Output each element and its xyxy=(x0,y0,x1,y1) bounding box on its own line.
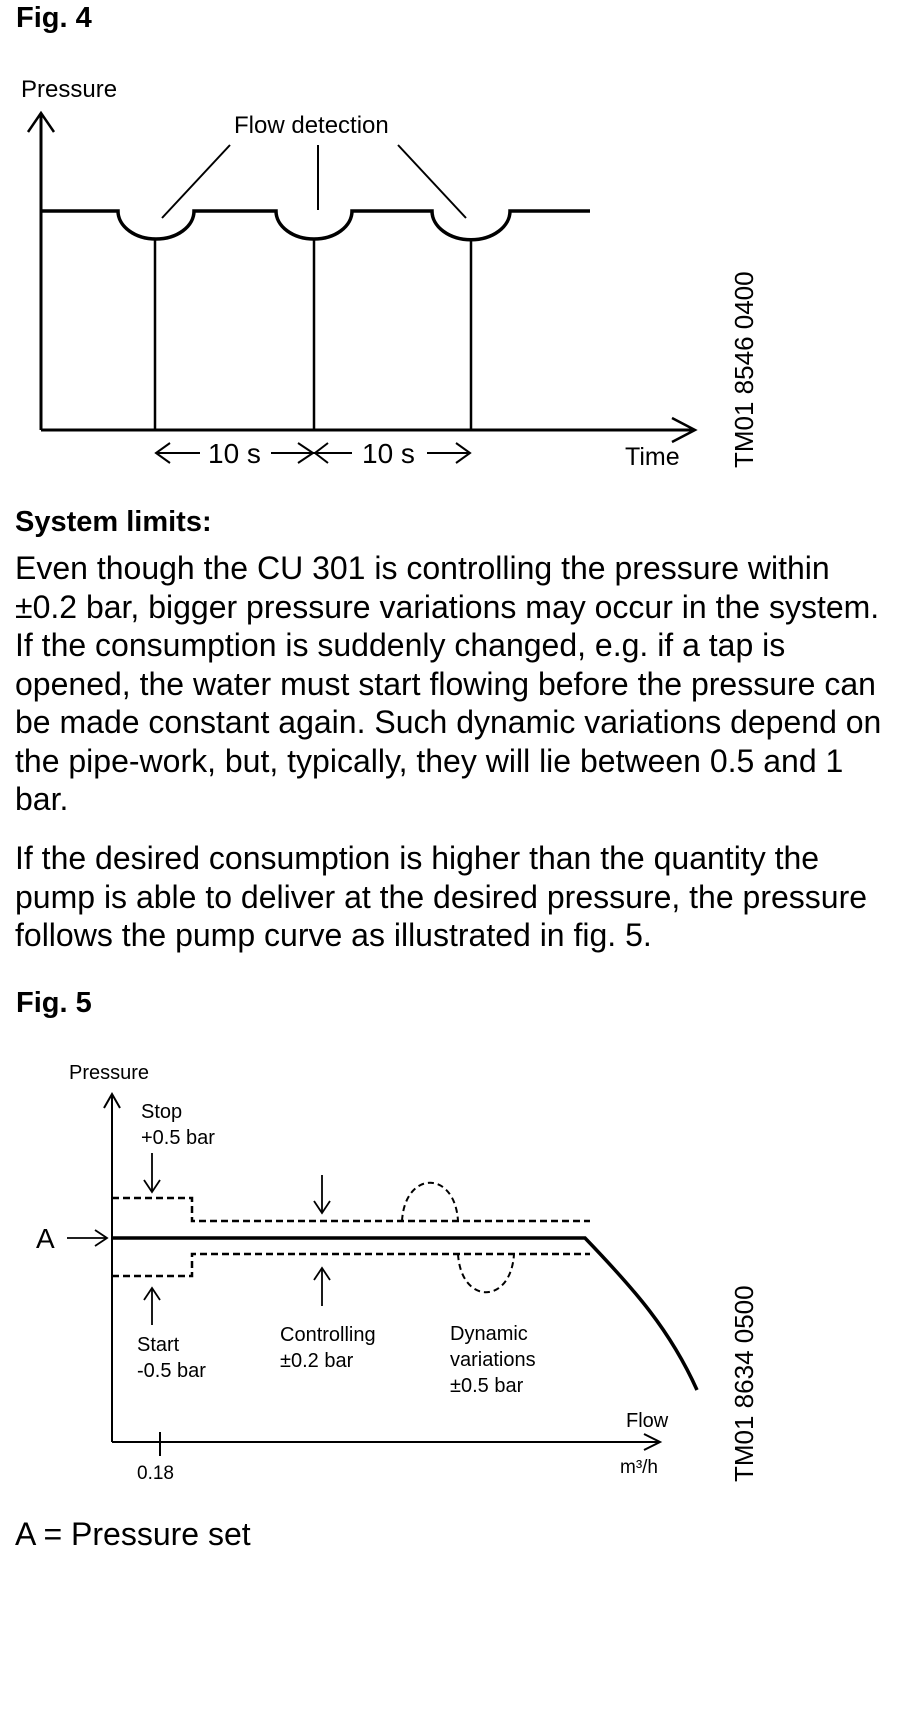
fig5-dynamic-label: Dynamic xyxy=(450,1323,528,1345)
section-heading: System limits: xyxy=(15,506,212,538)
fig5-start-value: -0.5 bar xyxy=(137,1360,206,1382)
fig4-annotation: Flow detection xyxy=(234,112,389,139)
caption: A = Pressure set xyxy=(15,1516,251,1552)
fig4-interval-label: 10 s xyxy=(208,438,261,469)
fig4-interval-label: 10 s xyxy=(362,438,415,469)
fig5-stop-value: +0.5 bar xyxy=(141,1127,215,1149)
fig4-leader-line xyxy=(162,145,230,218)
fig4-title: Fig. 4 xyxy=(16,2,92,34)
fig4-y-axis-label: Pressure xyxy=(21,76,118,103)
fig5-y-axis-label: Pressure xyxy=(69,1062,150,1084)
body-paragraph-2: If the desired consumption is higher than the quantity the pump is able to deliver at the desired pressure, the pressure follows the pump curve as illustrated in fig. 5. xyxy=(15,840,868,953)
fig5-controlling-label: Controlling xyxy=(280,1324,376,1346)
fig5-code: TM01 8634 0500 xyxy=(729,1285,759,1482)
fig5-stop-label: Stop xyxy=(141,1101,183,1123)
fig4-diagram xyxy=(0,70,800,510)
body-paragraph-1: Even though the CU 301 is controlling the pressure within ±0.2 bar, bigger pressure variations may occur in the system. If the consumption is suddenly changed, e.g. if a tap is opened, the water must start flowing before the pressure can be made constant again. Such dynamic variations depend on the pipe-work, but, typically, they will lie between 0.5 and 1 bar. xyxy=(15,550,882,817)
fig5-start-label: Start xyxy=(137,1334,180,1356)
fig5-x-tick-label: 0.18 xyxy=(137,1463,174,1484)
fig4-x-axis-label: Time xyxy=(625,443,680,471)
fig5-dynamic-bump-up xyxy=(402,1183,458,1221)
fig5-dynamic-label: variations xyxy=(450,1349,536,1371)
fig5-dynamic-value: ±0.5 bar xyxy=(450,1375,524,1397)
fig4-leader-line xyxy=(398,145,466,218)
fig5-diagram xyxy=(0,1050,800,1500)
fig4-pressure-curve xyxy=(41,211,590,240)
fig5-set-marker: A xyxy=(36,1223,55,1254)
fig5-x-axis-label: Flow xyxy=(626,1410,669,1432)
fig5-lower-dashed-line xyxy=(112,1254,590,1276)
fig5-x-unit: m³/h xyxy=(620,1457,658,1478)
fig4-code: TM01 8546 0400 xyxy=(729,271,759,468)
fig5-title: Fig. 5 xyxy=(16,987,92,1019)
fig5-controlling-value: ±0.2 bar xyxy=(280,1350,354,1372)
fig5-upper-dashed-line xyxy=(112,1198,590,1221)
fig5-dynamic-bump-down xyxy=(458,1254,514,1292)
